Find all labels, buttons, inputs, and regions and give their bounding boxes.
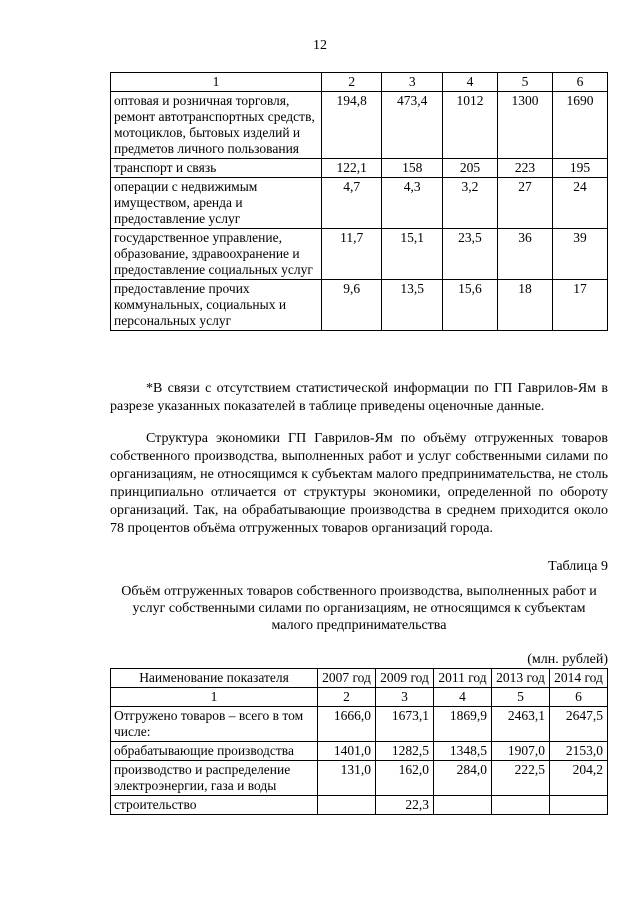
table-row bbox=[111, 229, 608, 280]
table-row bbox=[111, 761, 608, 796]
column-number: 3 bbox=[382, 73, 442, 92]
column-number: 4 bbox=[442, 73, 497, 92]
cell-value: 18 bbox=[497, 280, 552, 331]
cell-value: 23,5 bbox=[442, 229, 497, 280]
cell-value: 13,5 bbox=[382, 280, 442, 331]
header-year: 2014 год bbox=[550, 669, 608, 688]
row-name: строительство bbox=[111, 796, 318, 815]
cell-value: 205 bbox=[442, 159, 497, 178]
footnote: *В связи с отсутствием статистической информации по ГП Гаврилов-Ям в разрезе указанных показателей в таблице приведены оценочные данные. bbox=[110, 381, 608, 414]
cell-value: 11,7 bbox=[322, 229, 382, 280]
table-row bbox=[111, 707, 608, 742]
cell-value bbox=[318, 796, 376, 815]
shipped-goods-table bbox=[110, 668, 608, 815]
column-number: 4 bbox=[434, 688, 492, 707]
row-name: Отгружено товаров – всего в том числе: bbox=[111, 707, 318, 742]
header-year: 2007 год bbox=[318, 669, 376, 688]
header-year: 2013 год bbox=[492, 669, 550, 688]
cell-value: 1282,5 bbox=[376, 742, 434, 761]
cell-value: 36 bbox=[497, 229, 552, 280]
column-number: 2 bbox=[322, 73, 382, 92]
table-title: Объём отгруженных товаров собственного производства, выполненных работ и услуг собственными силами по организациям, не относящимся к субъектам малого предпринимательства bbox=[121, 584, 597, 633]
table-row bbox=[111, 796, 608, 815]
cell-value: 1907,0 bbox=[492, 742, 550, 761]
cell-value: 223 bbox=[497, 159, 552, 178]
column-number: 2 bbox=[318, 688, 376, 707]
cell-value: 2647,5 bbox=[550, 707, 608, 742]
cell-value: 1348,5 bbox=[434, 742, 492, 761]
unit-label: (млн. рублей) bbox=[527, 652, 608, 667]
cell-value: 27 bbox=[497, 178, 552, 229]
cell-value: 9,6 bbox=[322, 280, 382, 331]
cell-value: 1690 bbox=[552, 92, 607, 159]
cell-value: 3,2 bbox=[442, 178, 497, 229]
header-year: 2011 год bbox=[434, 669, 492, 688]
table-row bbox=[111, 280, 608, 331]
cell-value: 158 bbox=[382, 159, 442, 178]
table-label: Таблица 9 bbox=[548, 559, 608, 574]
table-row bbox=[111, 178, 608, 229]
row-name: государственное управление, образование, здравоохранение и предоставление социальных услуг bbox=[111, 229, 322, 280]
row-name: оптовая и розничная торговля, ремонт автотранспортных средств, мотоциклов, бытовых изделий и предметов личного пользования bbox=[111, 92, 322, 159]
row-name: предоставление прочих коммунальных, социальных и персональных услуг bbox=[111, 280, 322, 331]
cell-value: 195 bbox=[552, 159, 607, 178]
cell-value bbox=[492, 796, 550, 815]
cell-value: 194,8 bbox=[322, 92, 382, 159]
cell-value: 4,7 bbox=[322, 178, 382, 229]
cell-value: 4,3 bbox=[382, 178, 442, 229]
cell-value: 204,2 bbox=[550, 761, 608, 796]
page-number: 12 bbox=[313, 38, 327, 53]
table-row bbox=[111, 159, 608, 178]
row-name: транспорт и связь bbox=[111, 159, 322, 178]
cell-value: 1673,1 bbox=[376, 707, 434, 742]
cell-value: 284,0 bbox=[434, 761, 492, 796]
column-number: 1 bbox=[111, 688, 318, 707]
column-number: 6 bbox=[550, 688, 608, 707]
row-name: производство и распределение электроэнергии, газа и воды bbox=[111, 761, 318, 796]
cell-value: 17 bbox=[552, 280, 607, 331]
cell-value: 2153,0 bbox=[550, 742, 608, 761]
row-name: операции с недвижимым имуществом, аренда и предоставление услуг bbox=[111, 178, 322, 229]
table-header-row bbox=[111, 669, 608, 688]
column-number: 3 bbox=[376, 688, 434, 707]
header-indicator-name: Наименование показателя bbox=[111, 669, 318, 688]
cell-value bbox=[550, 796, 608, 815]
table-header-row bbox=[111, 73, 608, 92]
column-number: 5 bbox=[492, 688, 550, 707]
cell-value: 222,5 bbox=[492, 761, 550, 796]
row-name: обрабатывающие производства bbox=[111, 742, 318, 761]
cell-value: 473,4 bbox=[382, 92, 442, 159]
cell-value: 1869,9 bbox=[434, 707, 492, 742]
table-row bbox=[111, 742, 608, 761]
sector-turnover-table bbox=[110, 72, 608, 331]
cell-value: 131,0 bbox=[318, 761, 376, 796]
cell-value: 1666,0 bbox=[318, 707, 376, 742]
column-number: 6 bbox=[552, 73, 607, 92]
column-number: 1 bbox=[111, 73, 322, 92]
table-row bbox=[111, 92, 608, 159]
column-number: 5 bbox=[497, 73, 552, 92]
cell-value: 15,6 bbox=[442, 280, 497, 331]
cell-value: 15,1 bbox=[382, 229, 442, 280]
cell-value bbox=[434, 796, 492, 815]
cell-value: 122,1 bbox=[322, 159, 382, 178]
cell-value: 162,0 bbox=[376, 761, 434, 796]
header-year: 2009 год bbox=[376, 669, 434, 688]
cell-value: 22,3 bbox=[376, 796, 434, 815]
cell-value: 1012 bbox=[442, 92, 497, 159]
body-paragraph: Структура экономики ГП Гаврилов-Ям по объёму отгруженных товаров собственного производства, выполненных работ и услуг собственными силами по организациям, не относящимся к субъектам малого предпринимательства, не столь принципиально отличается от структуры экономики, определенной по обороту организаций. Так, на обрабатывающие производства в среднем приходится около 78 процентов объёма отгруженных товаров организаций города. bbox=[110, 431, 608, 536]
cell-value: 39 bbox=[552, 229, 607, 280]
cell-value: 1300 bbox=[497, 92, 552, 159]
table-numbering-row bbox=[111, 688, 608, 707]
cell-value: 1401,0 bbox=[318, 742, 376, 761]
cell-value: 2463,1 bbox=[492, 707, 550, 742]
cell-value: 24 bbox=[552, 178, 607, 229]
